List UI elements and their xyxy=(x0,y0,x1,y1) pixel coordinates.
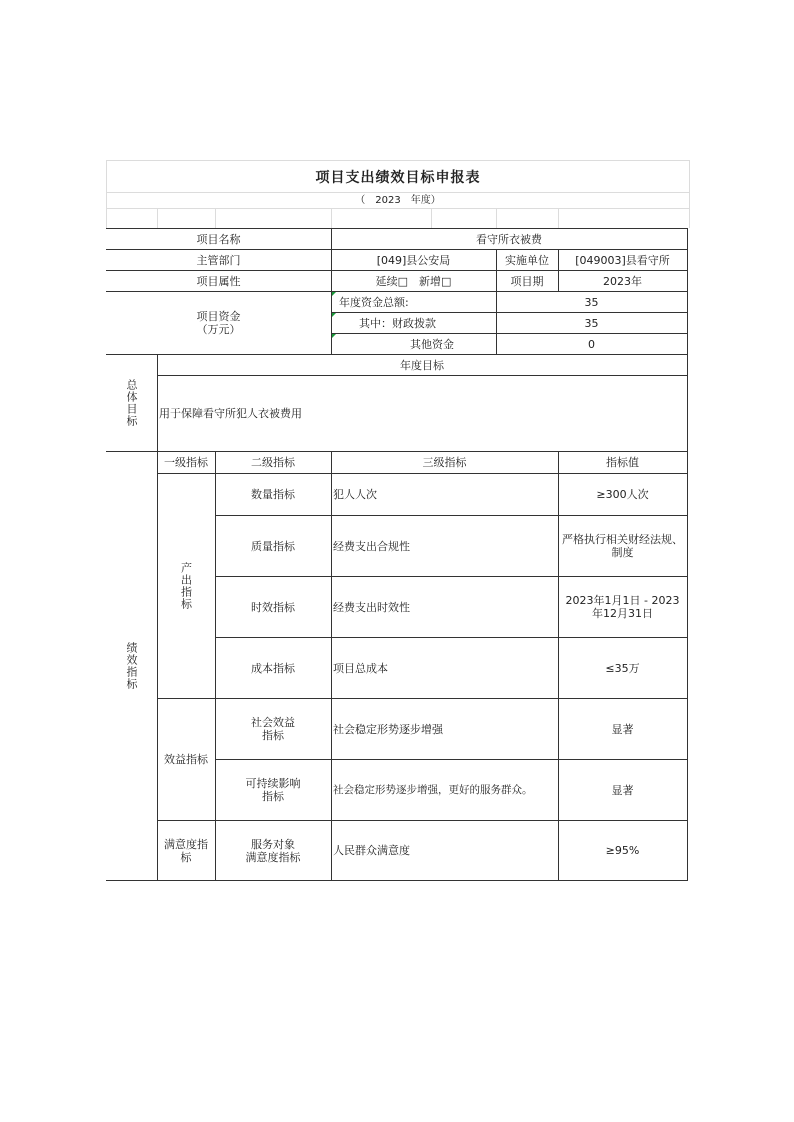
indicator-value: ≥95% xyxy=(605,844,640,857)
label-attribute: 项目属性 xyxy=(196,274,241,288)
value-implementer: [049003]县看守所 xyxy=(575,253,670,267)
label-period: 项目期 xyxy=(510,274,544,288)
value-annual-total: 35 xyxy=(584,295,599,309)
label-department: 主管部门 xyxy=(196,253,241,267)
indicator-value: 显著 xyxy=(611,722,634,736)
indicator-value: ≤35万 xyxy=(605,661,640,675)
value-fiscal: 35 xyxy=(584,316,599,330)
label-fiscal: 其中：财政拨款 xyxy=(359,316,436,330)
indicator-value: ≥300人次 xyxy=(596,488,649,501)
label-perf: 绩效指标 xyxy=(125,642,138,690)
form-title: 项目支出绩效目标申报表 xyxy=(315,169,481,186)
indicator-l3: 经费支出时效性 xyxy=(333,600,410,614)
value-period: 2023年 xyxy=(603,274,642,288)
value-goal-text: 用于保障看守所犯人衣被费用 xyxy=(159,407,302,420)
indicator-l3: 人民群众满意度 xyxy=(333,844,410,857)
indicator-value: 显著 xyxy=(611,783,634,797)
indicator-l2: 可持续影响 指标 xyxy=(245,777,301,803)
header-level3: 三级指标 xyxy=(422,456,467,469)
indicator-l3: 犯人人次 xyxy=(333,488,377,501)
value-other: 0 xyxy=(588,337,595,351)
indicator-l2: 时效指标 xyxy=(251,600,295,614)
indicator-l2: 质量指标 xyxy=(251,539,295,553)
indicator-l3: 经费支出合规性 xyxy=(333,539,410,553)
label-project-name: 项目名称 xyxy=(196,232,241,246)
indicator-l3: 社会稳定形势逐步增强 xyxy=(333,722,443,736)
value-department: [049]县公安局 xyxy=(376,253,451,267)
group-output: 产出指标 xyxy=(179,562,193,610)
label-annual-goal: 年度目标 xyxy=(400,358,444,372)
label-overall-goal: 总体目标 xyxy=(125,379,138,427)
header-value: 指标值 xyxy=(606,456,639,469)
indicator-l3: 项目总成本 xyxy=(333,661,388,675)
indicator-l2: 成本指标 xyxy=(251,661,295,675)
header-level2: 二级指标 xyxy=(251,456,295,469)
indicator-value: 严格执行相关财经法规、制度 xyxy=(562,533,683,559)
label-annual-total: 年度资金总额: xyxy=(339,295,409,309)
form-year: （ 2023 年度） xyxy=(355,195,441,206)
label-funds: 项目资金 （万元） xyxy=(196,310,241,336)
header-level1: 一级指标 xyxy=(164,456,208,469)
label-implementer: 实施单位 xyxy=(505,253,549,267)
label-other: 其他资金 xyxy=(410,337,454,351)
indicator-l2: 数量指标 xyxy=(251,488,295,501)
indicator-l2: 社会效益 指标 xyxy=(251,716,295,742)
value-attribute: 延续□ 新增□ xyxy=(375,274,452,288)
group-satisfaction: 满意度指标 xyxy=(164,837,208,864)
value-project-name: 看守所衣被费 xyxy=(476,232,542,246)
indicator-l3: 社会稳定形势逐步增强，更好的服务群众。 xyxy=(333,783,533,796)
indicator-value: 2023年1月1日 - 2023年12月31日 xyxy=(565,594,680,620)
group-benefit: 效益指标 xyxy=(164,753,208,766)
indicator-l2: 服务对象 满意度指标 xyxy=(245,837,301,864)
